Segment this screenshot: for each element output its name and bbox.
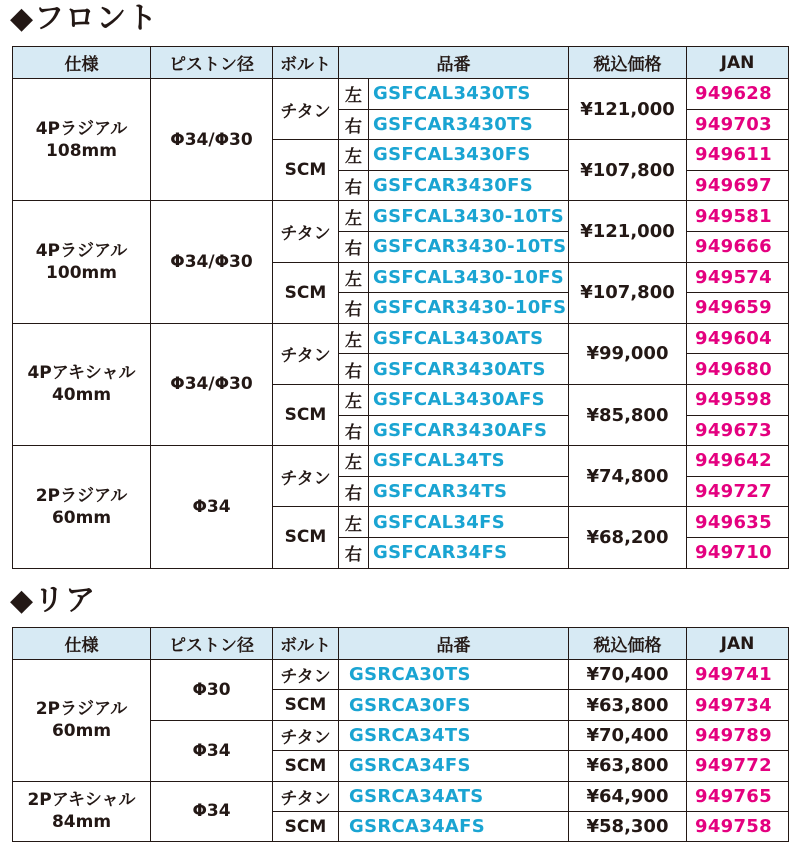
side-cell: 左: [339, 446, 369, 477]
price-cell: ¥63,800: [569, 751, 687, 781]
part-number-cell: GSFCAL3430-10TS: [369, 201, 569, 232]
price-cell: ¥58,300: [569, 811, 687, 841]
header-spec: 仕様: [13, 628, 151, 660]
bolt-cell: チタン: [273, 446, 339, 507]
jan-cell: 949628: [687, 79, 789, 110]
jan-cell: 949741: [687, 660, 789, 690]
price-cell: ¥74,800: [569, 446, 687, 507]
price-cell: ¥70,400: [569, 660, 687, 690]
header-jan: JAN: [687, 628, 789, 660]
part-number-cell: GSFCAR34TS: [369, 476, 569, 507]
jan-cell: 949598: [687, 384, 789, 415]
header-part: 品番: [339, 47, 569, 79]
price-cell: ¥70,400: [569, 720, 687, 750]
part-number-cell: GSFCAL3430ATS: [369, 323, 569, 354]
bolt-cell: チタン: [273, 781, 339, 811]
bolt-cell: チタン: [273, 720, 339, 750]
front-section-title: ◆フロント: [10, 1, 159, 36]
part-number-cell: GSRCA34AFS: [339, 811, 569, 841]
spec-cell: 4Pアキシャル 40mm: [13, 323, 151, 445]
piston-cell: Φ34: [151, 720, 273, 781]
jan-cell: 949642: [687, 446, 789, 477]
side-cell: 右: [339, 109, 369, 140]
side-cell: 右: [339, 231, 369, 262]
jan-cell: 949673: [687, 415, 789, 446]
side-cell: 左: [339, 140, 369, 171]
table-row: [13, 781, 789, 811]
header-spec: 仕様: [13, 47, 151, 79]
side-cell: 左: [339, 323, 369, 354]
piston-cell: Φ30: [151, 660, 273, 721]
table-row: [13, 323, 789, 354]
jan-cell: 949635: [687, 507, 789, 538]
side-cell: 左: [339, 384, 369, 415]
price-cell: ¥64,900: [569, 781, 687, 811]
rear-header-row: [13, 628, 789, 660]
side-cell: 左: [339, 201, 369, 232]
spec-cell: 2Pアキシャル 84mm: [13, 781, 151, 842]
piston-cell: Φ34: [151, 781, 273, 842]
bolt-cell: チタン: [273, 79, 339, 140]
part-number-cell: GSFCAR3430-10TS: [369, 231, 569, 262]
price-cell: ¥85,800: [569, 384, 687, 445]
part-number-cell: GSRCA30TS: [339, 660, 569, 690]
table-row: [13, 201, 789, 232]
jan-cell: 949703: [687, 109, 789, 140]
table-row: [13, 660, 789, 690]
part-number-cell: GSFCAR3430-10FS: [369, 293, 569, 324]
bolt-cell: SCM: [273, 262, 339, 323]
side-cell: 左: [339, 262, 369, 293]
side-cell: 右: [339, 293, 369, 324]
rear-price-table: [12, 627, 789, 842]
part-number-cell: GSRCA30FS: [339, 690, 569, 720]
spec-cell: 2Pラジアル 60mm: [13, 446, 151, 568]
jan-cell: 949680: [687, 354, 789, 385]
side-cell: 左: [339, 507, 369, 538]
jan-cell: 949604: [687, 323, 789, 354]
part-number-cell: GSFCAL3430-10FS: [369, 262, 569, 293]
price-cell: ¥121,000: [569, 201, 687, 262]
part-number-cell: GSFCAL3430AFS: [369, 384, 569, 415]
front-header-row: [13, 47, 789, 79]
header-price: 税込価格: [569, 47, 687, 79]
jan-cell: 949611: [687, 140, 789, 171]
side-cell: 右: [339, 354, 369, 385]
part-number-cell: GSFCAR34FS: [369, 537, 569, 568]
jan-cell: 949758: [687, 811, 789, 841]
front-price-table: [12, 46, 789, 569]
jan-cell: 949666: [687, 231, 789, 262]
spec-cell: 4Pラジアル 108mm: [13, 79, 151, 201]
jan-cell: 949765: [687, 781, 789, 811]
side-cell: 左: [339, 79, 369, 110]
side-cell: 右: [339, 476, 369, 507]
header-bolt: ボルト: [273, 628, 339, 660]
table-row: [13, 446, 789, 477]
header-part: 品番: [339, 628, 569, 660]
piston-cell: Φ34/Φ30: [151, 323, 273, 445]
piston-cell: Φ34/Φ30: [151, 79, 273, 201]
bolt-cell: SCM: [273, 751, 339, 781]
spec-cell: 2Pラジアル 60mm: [13, 660, 151, 782]
bolt-cell: SCM: [273, 140, 339, 201]
part-number-cell: GSRCA34FS: [339, 751, 569, 781]
part-number-cell: GSFCAL3430FS: [369, 140, 569, 171]
header-jan: JAN: [687, 47, 789, 79]
bolt-cell: チタン: [273, 323, 339, 384]
side-cell: 右: [339, 415, 369, 446]
jan-cell: 949697: [687, 170, 789, 201]
bolt-cell: SCM: [273, 507, 339, 568]
table-row: [13, 79, 789, 110]
price-cell: ¥107,800: [569, 140, 687, 201]
side-cell: 右: [339, 170, 369, 201]
price-cell: ¥107,800: [569, 262, 687, 323]
bolt-cell: SCM: [273, 690, 339, 720]
side-cell: 右: [339, 537, 369, 568]
price-cell: ¥68,200: [569, 507, 687, 568]
part-number-cell: GSFCAL3430TS: [369, 79, 569, 110]
jan-cell: 949581: [687, 201, 789, 232]
price-cell: ¥121,000: [569, 79, 687, 140]
part-number-cell: GSFCAL34FS: [369, 507, 569, 538]
piston-cell: Φ34: [151, 446, 273, 568]
jan-cell: 949710: [687, 537, 789, 568]
spec-cell: 4Pラジアル 100mm: [13, 201, 151, 323]
header-piston: ピストン径: [151, 628, 273, 660]
bolt-cell: チタン: [273, 201, 339, 262]
price-cell: ¥63,800: [569, 690, 687, 720]
bolt-cell: SCM: [273, 811, 339, 841]
jan-cell: 949574: [687, 262, 789, 293]
part-number-cell: GSFCAL34TS: [369, 446, 569, 477]
rear-section-title: ◆リア: [10, 583, 97, 618]
header-price: 税込価格: [569, 628, 687, 660]
part-number-cell: GSFCAR3430ATS: [369, 354, 569, 385]
jan-cell: 949659: [687, 293, 789, 324]
part-number-cell: GSRCA34TS: [339, 720, 569, 750]
jan-cell: 949734: [687, 690, 789, 720]
part-number-cell: GSFCAR3430TS: [369, 109, 569, 140]
part-number-cell: GSFCAR3430FS: [369, 170, 569, 201]
header-bolt: ボルト: [273, 47, 339, 79]
piston-cell: Φ34/Φ30: [151, 201, 273, 323]
jan-cell: 949789: [687, 720, 789, 750]
part-number-cell: GSFCAR3430AFS: [369, 415, 569, 446]
bolt-cell: SCM: [273, 384, 339, 445]
jan-cell: 949772: [687, 751, 789, 781]
jan-cell: 949727: [687, 476, 789, 507]
header-piston: ピストン径: [151, 47, 273, 79]
bolt-cell: チタン: [273, 660, 339, 690]
price-cell: ¥99,000: [569, 323, 687, 384]
part-number-cell: GSRCA34ATS: [339, 781, 569, 811]
